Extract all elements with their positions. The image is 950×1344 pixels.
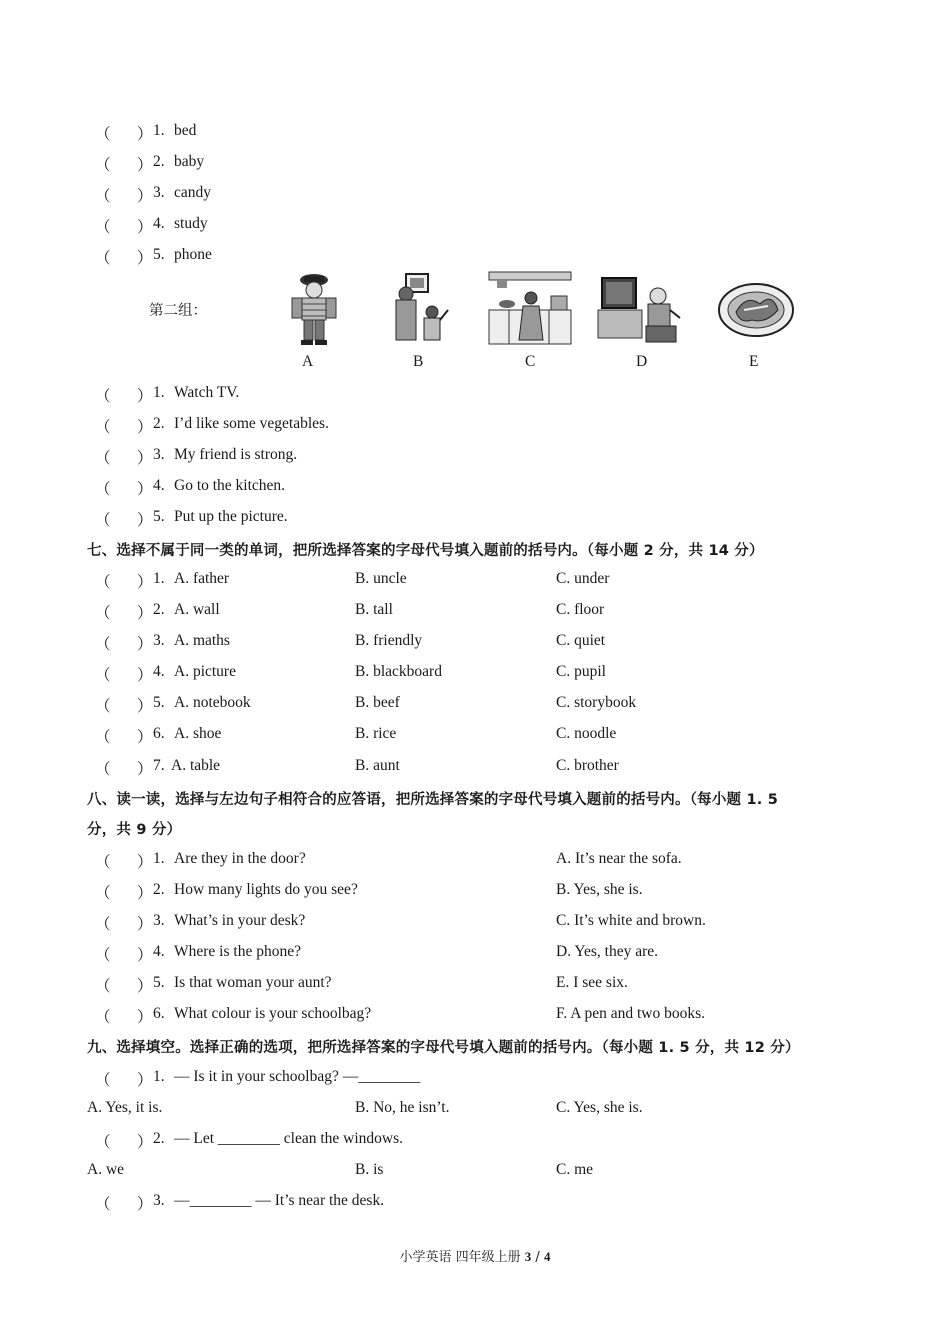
question-text: I’d like some vegetables. — [174, 415, 329, 432]
option-c: C. quiet — [556, 632, 606, 649]
question-number: 5. — [153, 974, 165, 991]
option-a: A. table — [171, 757, 221, 774]
boy-icon — [274, 270, 354, 348]
question-text: candy — [174, 184, 212, 201]
option-b: B. rice — [355, 725, 397, 742]
kitchen-icon — [487, 270, 573, 348]
answer-option: B. Yes, she is. — [556, 881, 643, 898]
question-number: 2. — [153, 153, 165, 170]
picture-letter: A — [302, 353, 314, 370]
question-number: 2. — [153, 1130, 165, 1147]
answer-option: D. Yes, they are. — [556, 943, 659, 960]
picture-c-kitchen — [487, 270, 573, 348]
tv-icon — [596, 270, 684, 348]
question-number: 2. — [153, 415, 165, 432]
option-b: B. tall — [355, 601, 393, 618]
question-number: 2. — [153, 881, 165, 898]
question-number: 6. — [153, 725, 165, 742]
question-text: baby — [174, 153, 205, 170]
question-text: What colour is your schoolbag? — [174, 1005, 372, 1022]
option-a: A. father — [174, 570, 230, 587]
option-b: B. aunt — [355, 757, 400, 774]
picture-letter: C — [525, 353, 536, 370]
section-8-heading: 八、读一读，选择与左边句子相符合的应答语，把所选择答案的字母代号填入题前的括号内。（每小题 1. 5 — [87, 792, 779, 808]
picture-b-put-up-picture — [384, 270, 464, 348]
group2-label: 第二组： — [149, 303, 207, 319]
option-b: B. beef — [355, 694, 400, 711]
question-text: —________ — It’s near the desk. — [174, 1192, 385, 1209]
option-a: A. notebook — [174, 694, 251, 711]
question-text: My friend is strong. — [174, 446, 298, 463]
question-text: — Let ________ clean the windows. — [174, 1130, 404, 1147]
option-c: C. floor — [556, 601, 605, 618]
question-number: 4. — [153, 477, 165, 494]
question-number: 4. — [153, 215, 165, 232]
question-text: phone — [174, 246, 212, 263]
question-text: — Is it in your schoolbag? —________ — [174, 1068, 421, 1085]
question-text: How many lights do you see? — [174, 881, 358, 898]
question-number: 1. — [153, 384, 165, 401]
option-c: C. storybook — [556, 694, 637, 711]
question-number: 3. — [153, 446, 165, 463]
answer-option: A. It’s near the sofa. — [556, 850, 682, 867]
question-number: 2. — [153, 601, 165, 618]
question-text: bed — [174, 122, 197, 139]
question-number: 1. — [153, 122, 165, 139]
option-b: B. No, he isn’t. — [355, 1099, 450, 1116]
picture-e-vegetables — [716, 270, 796, 348]
question-number: 4. — [153, 943, 165, 960]
section-7-heading: 七、选择不属于同一类的单词，把所选择答案的字母代号填入题前的括号内。（每小题 2 分，共 14 分） — [87, 543, 764, 559]
question-number: 3. — [153, 184, 165, 201]
question-number: 3. — [153, 1192, 165, 1209]
option-a: A. maths — [174, 632, 230, 649]
question-number: 5. — [153, 508, 165, 525]
option-c: C. brother — [556, 757, 619, 774]
question-number: 3. — [153, 912, 165, 929]
answer-option: F. A pen and two books. — [556, 1005, 706, 1022]
option-a: A. shoe — [174, 725, 222, 742]
question-number: 1. — [153, 570, 165, 587]
option-a: A. Yes, it is. — [87, 1099, 163, 1116]
question-text: study — [174, 215, 208, 232]
option-a: A. wall — [174, 601, 220, 618]
picture-letter: D — [636, 353, 648, 370]
picture-d-watch-tv — [596, 270, 684, 348]
question-number: 5. — [153, 246, 165, 263]
question-number: 1. — [153, 850, 165, 867]
page-total: 4 — [543, 1249, 551, 1264]
question-number: 1. — [153, 1068, 165, 1085]
question-number: 6. — [153, 1005, 165, 1022]
page-separator: / — [531, 1250, 544, 1265]
picture-a-strong-boy — [274, 270, 354, 348]
page-footer — [0, 1246, 950, 1265]
question-text: Put up the picture. — [174, 508, 288, 525]
question-text: Are they in the door? — [174, 850, 306, 867]
option-c: C. Yes, she is. — [556, 1099, 643, 1116]
answer-option: C. It’s white and brown. — [556, 912, 706, 929]
answer-option: E. I see six. — [556, 974, 628, 991]
hanging-picture-icon — [384, 270, 464, 348]
question-text: Go to the kitchen. — [174, 477, 286, 494]
section-8-heading-cont: 分，共 9 分） — [87, 822, 182, 838]
question-text: Where is the phone? — [174, 943, 301, 960]
option-c: C. noodle — [556, 725, 617, 742]
footer-title: 小学英语 四年级上册 — [399, 1250, 525, 1265]
question-text: Watch TV. — [174, 384, 240, 401]
option-a: A. picture — [174, 663, 236, 680]
question-text: Is that woman your aunt? — [174, 974, 332, 991]
question-text: What’s in your desk? — [174, 912, 306, 929]
option-c: C. me — [556, 1161, 594, 1178]
question-number: 3. — [153, 632, 165, 649]
vegetable-plate-icon — [716, 270, 796, 348]
option-b: B. blackboard — [355, 663, 442, 680]
picture-letter: E — [749, 353, 759, 370]
option-b: B. uncle — [355, 570, 407, 587]
page-number: 3 — [524, 1249, 532, 1264]
option-c: C. under — [556, 570, 610, 587]
option-b: B. friendly — [355, 632, 423, 649]
question-number: 4. — [153, 663, 165, 680]
option-c: C. pupil — [556, 663, 606, 680]
section-9-heading: 九、选择填空。选择正确的选项，把所选择答案的字母代号填入题前的括号内。（每小题 1. 5 分，共 12 分） — [87, 1040, 800, 1056]
question-number: 5. — [153, 694, 165, 711]
question-number: 7. — [153, 757, 165, 774]
picture-letter: B — [413, 353, 424, 370]
option-b: B. is — [355, 1161, 384, 1178]
option-a: A. we — [87, 1161, 125, 1178]
